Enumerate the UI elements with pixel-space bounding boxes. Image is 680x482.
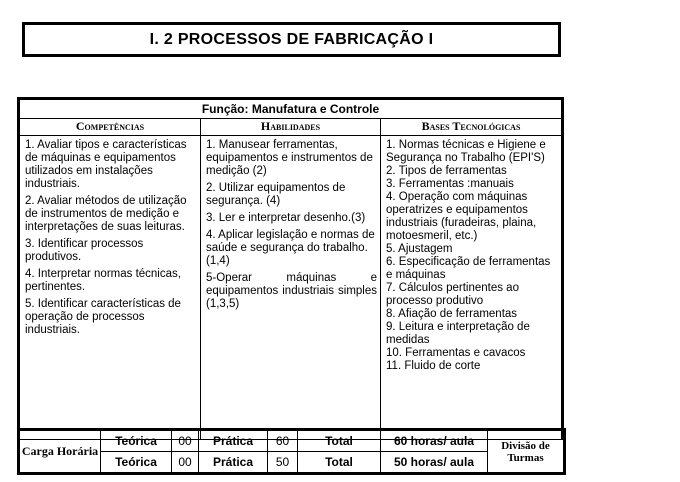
list-item: 10. Ferramentas e cavacos bbox=[386, 347, 526, 359]
list-item: 3. Identificar processos produtivos. bbox=[25, 238, 144, 263]
bases-header: Bases Tecnológicas bbox=[381, 119, 563, 136]
funcao-text: Função: Manufatura e Controle bbox=[201, 102, 380, 116]
list-item: 5. Ajustagem bbox=[386, 243, 453, 255]
list-item: 11. Fluido de corte bbox=[386, 360, 481, 372]
pratica-value: 50 bbox=[268, 452, 298, 474]
list-item: 2. Utilizar equipamentos de segurança. (4) bbox=[206, 182, 346, 207]
competencias-header: Competências bbox=[19, 119, 201, 136]
list-item: 2. Tipos de ferramentas bbox=[386, 165, 507, 177]
pratica-label: Prática bbox=[199, 430, 268, 452]
list-item: 9. Leitura e interpretação de medidas bbox=[386, 321, 530, 346]
habilidades-header: Habilidades bbox=[201, 119, 381, 136]
list-item: 2. Avaliar métodos de utilização de instrumentos de medição e interpretações de suas leituras. bbox=[25, 195, 187, 233]
list-item: 1. Avaliar tipos e características de máquinas e equipamentos utilizados em instalações industriais. bbox=[25, 139, 187, 190]
total-value: 50 horas/ aula bbox=[381, 452, 488, 474]
list-item: 7. Cálculos pertinentes ao processo produtivo bbox=[386, 282, 519, 307]
list-item: 5. Identificar características de operação de processos industriais. bbox=[25, 298, 181, 336]
carga-horaria-table bbox=[17, 428, 566, 475]
carga-horaria-label: Carga Horária bbox=[19, 430, 101, 474]
pratica-value: 60 bbox=[268, 430, 298, 452]
list-item: 4. Aplicar legislação e normas de saúde e segurança do trabalho.(1,4) bbox=[206, 229, 375, 267]
list-item: 4. Interpretar normas técnicas, pertinentes. bbox=[25, 268, 181, 293]
list-item: 3. Ler e interpretar desenho.(3) bbox=[206, 212, 366, 224]
teorica-value: 00 bbox=[172, 452, 199, 474]
course-table bbox=[17, 97, 564, 440]
divisao-turmas-label: Divisão de Turmas bbox=[488, 430, 565, 474]
list-item: 1. Normas técnicas e Higiene e Segurança no Trabalho (EPI'S) bbox=[386, 139, 546, 164]
list-item: 1. Manusear ferramentas, equipamentos e instrumentos de medição (2) bbox=[206, 139, 373, 177]
teorica-label: Teórica bbox=[101, 430, 172, 452]
teorica-label: Teórica bbox=[101, 452, 172, 474]
total-value: 60 horas/ aula bbox=[381, 430, 488, 452]
page-title bbox=[22, 22, 561, 57]
total-label: Total bbox=[298, 452, 381, 474]
list-item: 4. Operação com máquinas operatrizes e equipamentos industriais (furadeiras, plaina, motoesmeril, etc.) bbox=[386, 191, 537, 242]
total-label: Total bbox=[298, 430, 381, 452]
pratica-label: Prática bbox=[199, 452, 268, 474]
list-item: 8. Afiação de ferramentas bbox=[386, 308, 518, 320]
list-item: 3. Ferramentas :manuais bbox=[386, 178, 514, 190]
funcao-header bbox=[19, 99, 563, 119]
list-item: 6. Especificação de ferramentas e máquinas bbox=[386, 256, 551, 281]
list-item: 5-Operar máquinas e equipamentos industriais simples (1,3,5) bbox=[206, 272, 377, 310]
page-title-text: I. 2 PROCESSOS DE FABRICAÇÃO I bbox=[149, 30, 434, 48]
bases-cell bbox=[381, 136, 563, 440]
competencias-cell bbox=[19, 136, 201, 440]
teorica-value: 00 bbox=[172, 430, 199, 452]
habilidades-cell bbox=[201, 136, 381, 440]
